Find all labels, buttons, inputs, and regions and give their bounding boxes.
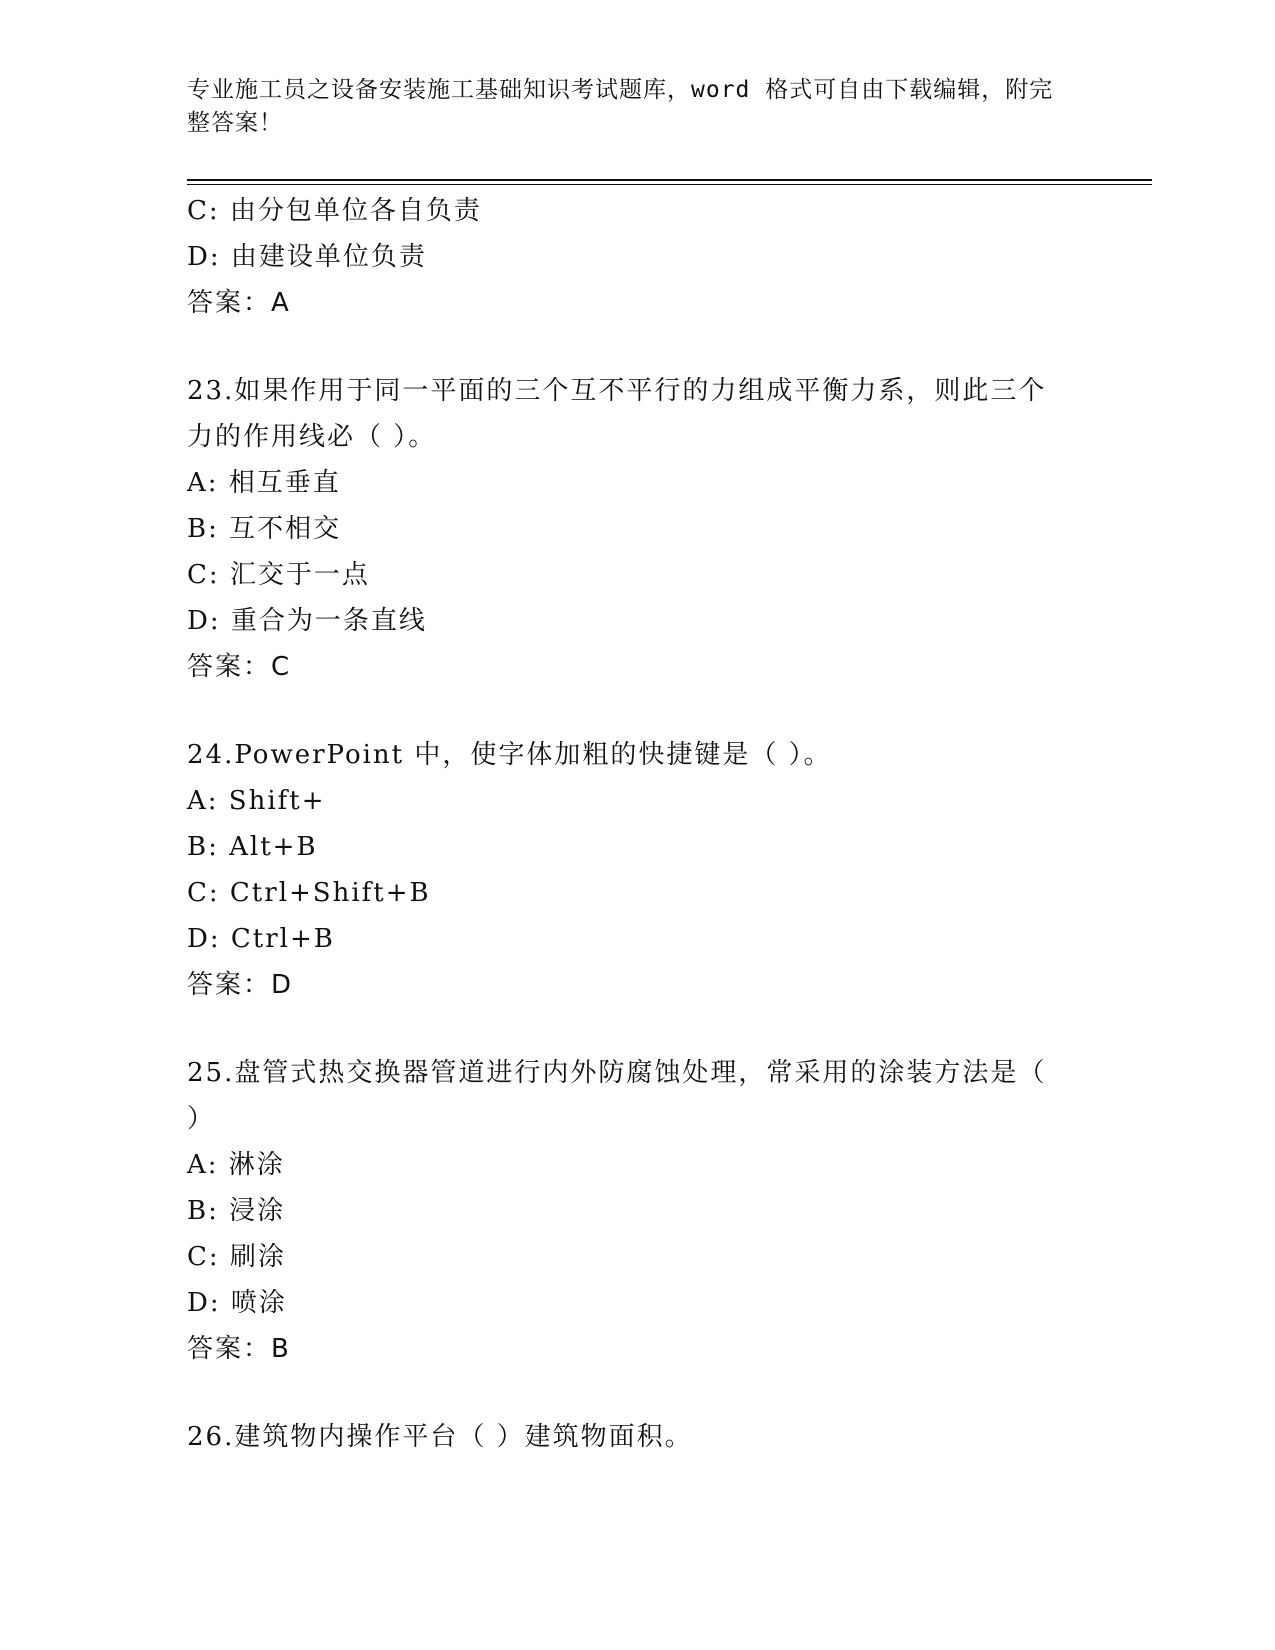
question-stem-line: 26.建筑物内操作平台（ ）建筑物面积。 — [187, 1422, 693, 1452]
spacer — [187, 1008, 1087, 1050]
spacer — [187, 1372, 1087, 1414]
question-24 — [187, 732, 1087, 1008]
option-a: A: 相互垂直 — [187, 468, 341, 498]
spacer — [187, 326, 1087, 368]
header-line-1: 专业施工员之设备安装施工基础知识考试题库，word 格式可自由下载编辑，附完 — [187, 77, 1054, 103]
question-stem-line: 24.PowerPoint 中，使字体加粗的快捷键是（ ）。 — [187, 740, 832, 770]
option-d: D: 由建设单位负责 — [187, 242, 427, 272]
spacer — [187, 690, 1087, 732]
header-divider-thick — [187, 179, 1152, 181]
question-stem-line: ） — [187, 1104, 216, 1134]
document-body — [187, 188, 1087, 1460]
document-header — [187, 74, 1067, 140]
header-line-2: 整答案！ — [187, 110, 283, 136]
option-d: D: Ctrl+B — [187, 924, 335, 954]
option-b: B: 浸涂 — [187, 1196, 286, 1226]
answer-line: 答案：C — [187, 652, 292, 682]
option-c: C: 汇交于一点 — [187, 560, 370, 590]
question-22-continuation — [187, 188, 1087, 326]
question-stem-line: 力的作用线必（ ）。 — [187, 422, 437, 452]
option-b: B: Alt+B — [187, 832, 318, 862]
question-25 — [187, 1050, 1087, 1372]
question-26 — [187, 1414, 1087, 1460]
question-23 — [187, 368, 1087, 690]
option-a: A: 淋涂 — [187, 1150, 285, 1180]
answer-line: 答案：D — [187, 970, 294, 1000]
option-b: B: 互不相交 — [187, 514, 342, 544]
option-a: A: Shift+ — [187, 786, 326, 816]
question-stem-line: 23.如果作用于同一平面的三个互不平行的力组成平衡力系，则此三个 — [187, 376, 1047, 406]
answer-line: 答案：A — [187, 288, 291, 318]
option-c: C: 由分包单位各自负责 — [187, 196, 482, 226]
option-d: D: 喷涂 — [187, 1288, 287, 1318]
option-d: D: 重合为一条直线 — [187, 606, 427, 636]
option-c: C: Ctrl+Shift+B — [187, 878, 431, 908]
option-c: C: 刷涂 — [187, 1242, 286, 1272]
header-divider-thin — [187, 184, 1152, 185]
answer-line: 答案：B — [187, 1334, 291, 1364]
question-stem-line: 25.盘管式热交换器管道进行内外防腐蚀处理，常采用的涂装方法是（ — [187, 1058, 1047, 1088]
